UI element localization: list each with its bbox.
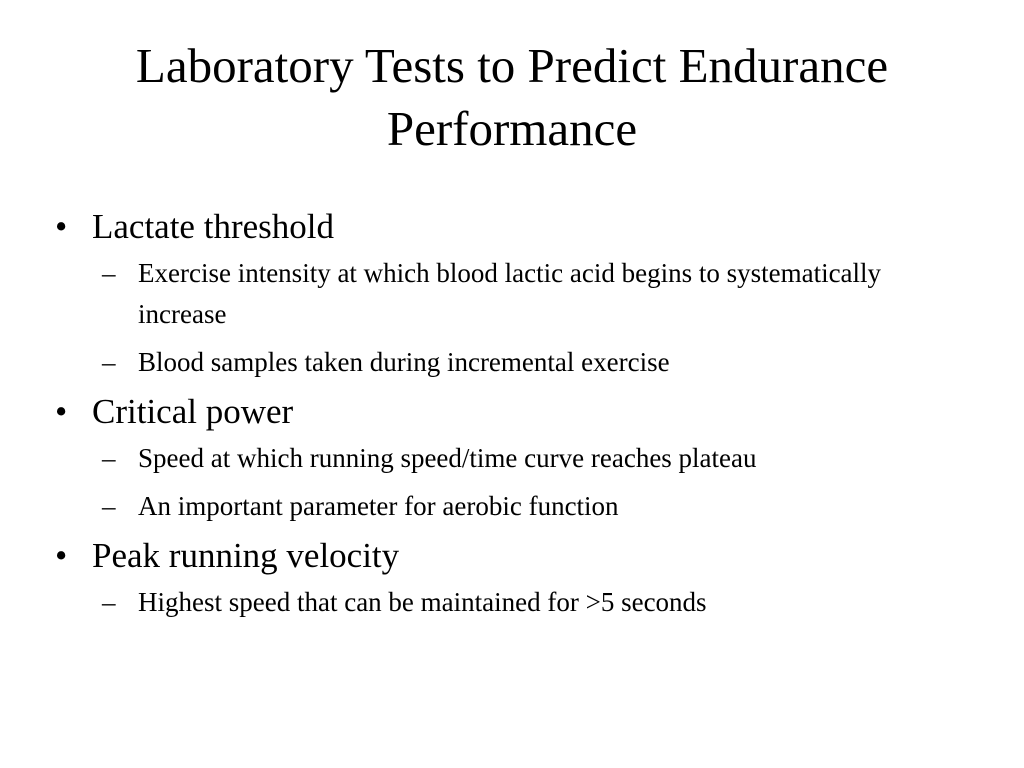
bullet-item	[0, 202, 1024, 252]
sub-bullet-item	[0, 438, 1024, 479]
dash-icon: –	[102, 443, 116, 473]
sub-bullet-text: Speed at which running speed/time curve reaches plateau	[138, 443, 757, 473]
slide-body	[0, 202, 1024, 623]
sub-bullet-text: Blood samples taken during incremental exercise	[138, 347, 670, 377]
sub-bullet-text: Exercise intensity at which blood lactic acid begins to systematically increase	[138, 258, 882, 329]
sub-bullet-text: An important parameter for aerobic function	[138, 491, 619, 521]
sub-bullet-item	[0, 582, 1024, 623]
bullet-item	[0, 531, 1024, 581]
bullet-dot-icon: •	[55, 207, 68, 246]
sub-bullet-item	[0, 342, 1024, 383]
dash-icon: –	[102, 258, 116, 288]
bullet-text: Critical power	[92, 392, 294, 431]
bullet-item	[0, 387, 1024, 437]
bullet-dot-icon: •	[55, 392, 68, 431]
sub-bullet-item	[0, 486, 1024, 527]
sub-bullet-text: Highest speed that can be maintained for >5 seconds	[138, 587, 707, 617]
bullet-dot-icon: •	[55, 536, 68, 575]
bullet-text: Peak running velocity	[92, 536, 400, 575]
sub-bullet-item	[0, 253, 1024, 335]
dash-icon: –	[102, 491, 116, 521]
dash-icon: –	[102, 587, 116, 617]
dash-icon: –	[102, 347, 116, 377]
slide-title: Laboratory Tests to Predict Endurance Performance	[135, 38, 889, 156]
bullet-text: Lactate threshold	[92, 207, 334, 246]
